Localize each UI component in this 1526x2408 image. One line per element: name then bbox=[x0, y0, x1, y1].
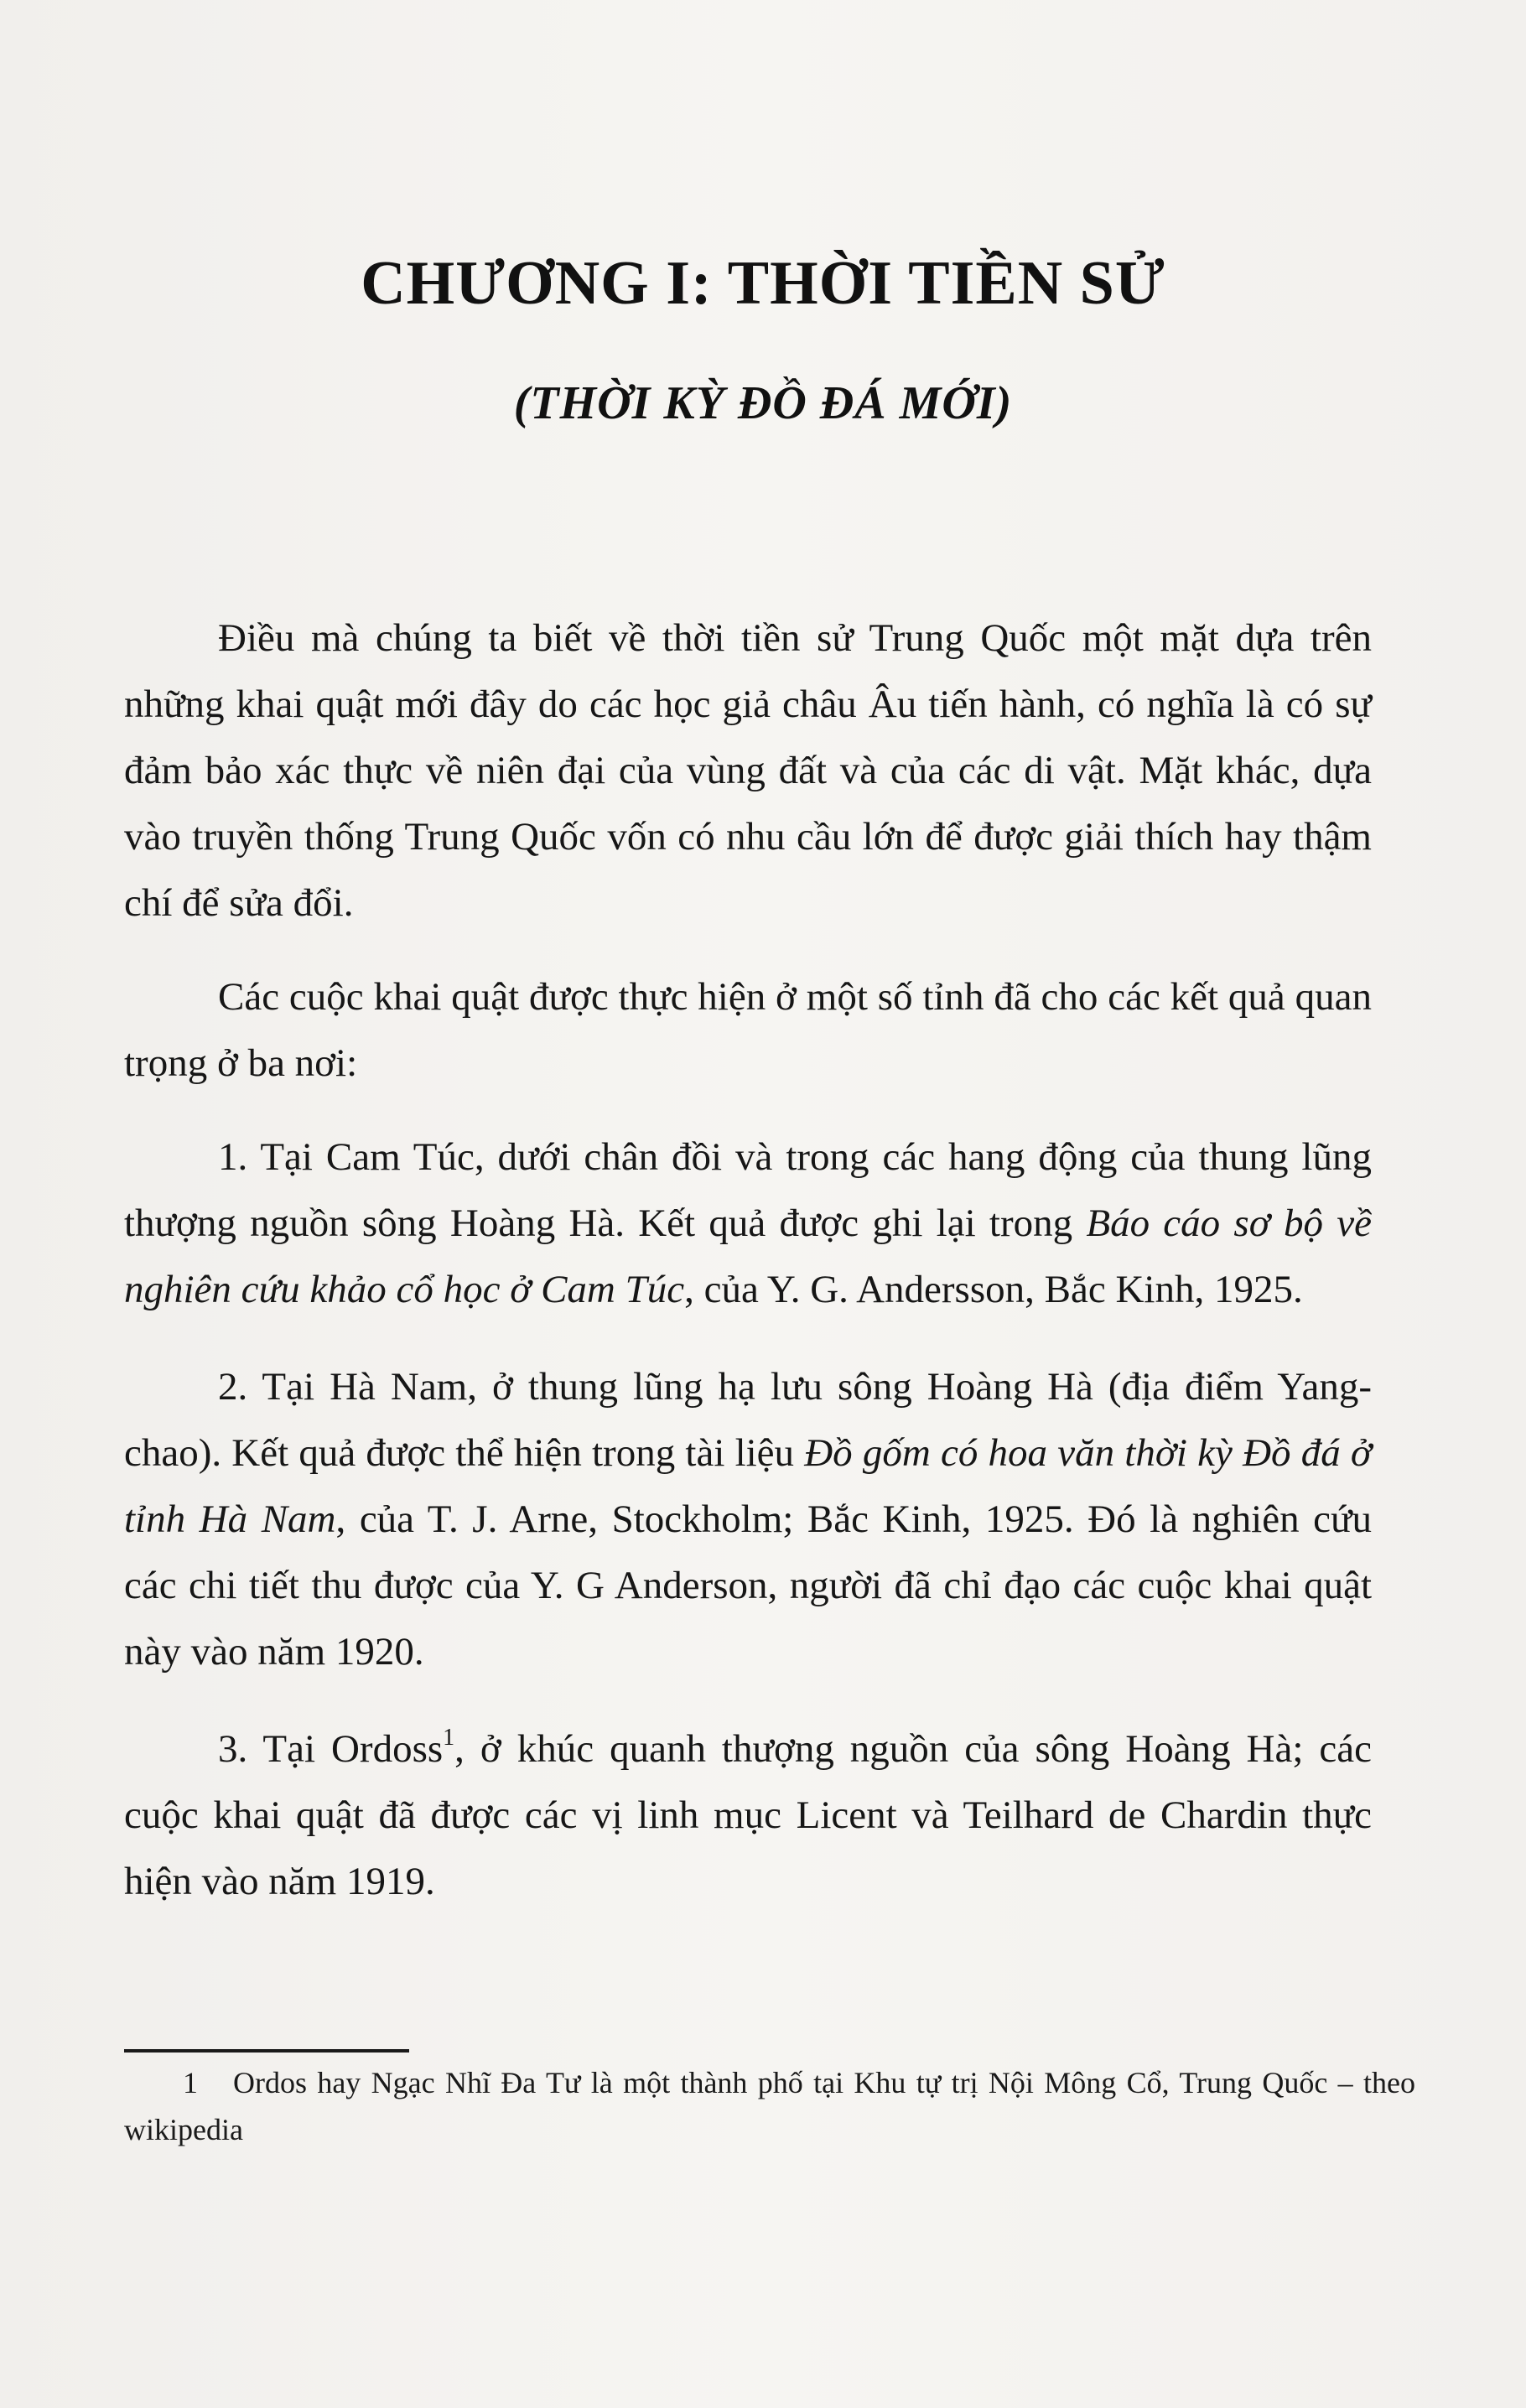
paragraph-excavations: Các cuộc khai quật được thực hiện ở một số tỉnh đã cho các kết quả quan trọng ở ba nơi: bbox=[124, 975, 1372, 1085]
footnote bbox=[124, 2059, 1415, 2153]
footnote-divider bbox=[124, 2049, 409, 2053]
footnote-reference: 1 bbox=[443, 1725, 455, 1751]
list-item-text: , của Y. G. Andersson, Bắc Kinh, 1925. bbox=[684, 1268, 1303, 1311]
paragraph-intro: Điều mà chúng ta biết về thời tiền sử Trung Quốc một mặt dựa trên những khai quật mới đây do các học giả châu Âu tiến hành, có nghĩa là có sự đảm bảo xác thực về niên đại của vùng đất và của các di vật. Mặt khác, dựa vào truyền thống Trung Quốc vốn có nhu cầu lớn để được giải thích hay thậm chí để sửa đổi. bbox=[124, 616, 1372, 925]
list-item-cam-tuc bbox=[124, 1124, 1372, 1323]
list-item-text: 1. Tại Cam Túc, dưới chân đồi và trong các hang động của thung lũng thượng nguồn sông Hoàng Hà. Kết quả được ghi lại trong bbox=[124, 1135, 1372, 1245]
footnote-number: 1 bbox=[183, 2066, 198, 2099]
chapter-subtitle: (THỜI KỲ ĐỒ ĐÁ MỚI) bbox=[513, 377, 1013, 429]
publication-title: Đồ gốm có hoa văn thời kỳ Đồ đá ở tỉnh Hà Nam bbox=[124, 1431, 1372, 1541]
list-item-ordoss bbox=[124, 1716, 1372, 1915]
body-text bbox=[124, 605, 1372, 1946]
chapter-title: CHƯƠNG I: THỜI TIỀN SỬ bbox=[361, 249, 1165, 318]
list-item-text: , của T. J. Arne, Stockholm; Bắc Kinh, 1925. Đó là nghiên cứu các chi tiết thu được của Y. G Anderson, người đã chỉ đạo các cuộc khai quật này vào năm 1920. bbox=[124, 1497, 1372, 1674]
list-item-text: 2. Tại Hà Nam, ở thung lũng hạ lưu sông Hoàng Hà (địa điểm Yang-chao). Kết quả được thể hiện trong tài liệu bbox=[124, 1365, 1372, 1475]
publication-title: Báo cáo sơ bộ về nghiên cứu khảo cổ học ở Cam Túc bbox=[124, 1201, 1372, 1311]
list-item-text: , ở khúc quanh thượng nguồn của sông Hoàng Hà; các cuộc khai quật đã được các vị linh mục Licent và Teilhard de Chardin thực hiện vào năm 1919. bbox=[124, 1727, 1372, 1903]
list-item-ha-nam bbox=[124, 1354, 1372, 1685]
list-item-text: 3. Tại Ordoss bbox=[218, 1727, 444, 1771]
footnote-text: Ordos hay Ngạc Nhĩ Đa Tư là một thành phố tại Khu tự trị Nội Mông Cổ, Trung Quốc – theo wikipedia bbox=[124, 2066, 1415, 2146]
